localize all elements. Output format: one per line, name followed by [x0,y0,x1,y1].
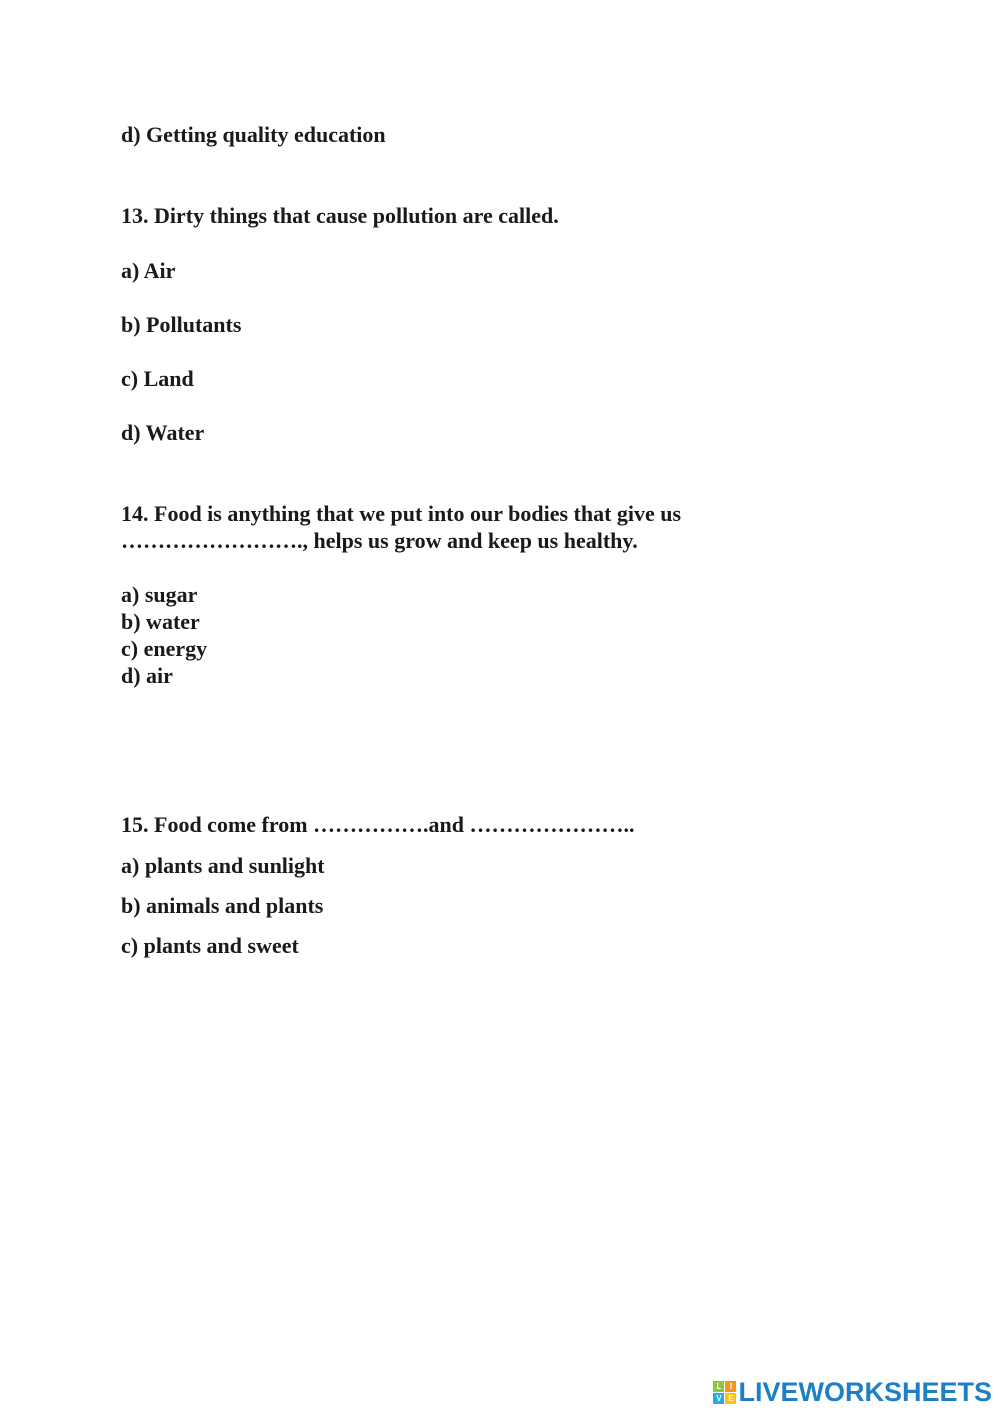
logo-mark-l: L [713,1381,724,1392]
logo-mark-v: V [713,1393,724,1404]
question-13: 13. Dirty things that cause pollution are called. [121,203,559,228]
q15-option-a: a) plants and sunlight [121,853,325,878]
q15-option-c: c) plants and sweet [121,933,299,958]
q13-option-b: b) Pollutants [121,312,242,337]
q15-option-b: b) animals and plants [121,893,324,918]
question-15: 15. Food come from …………….and ………………….. [121,812,635,837]
q14-option-b: b) water [121,609,200,634]
q14-option-a: a) sugar [121,582,198,607]
q14-option-d: d) air [121,663,173,688]
q13-option-c: c) Land [121,366,194,391]
logo-mark-i: I [725,1381,736,1392]
q13-option-d: d) Water [121,420,205,445]
liveworksheets-mark-icon [713,1381,736,1404]
question-14-line-2: ……………………., helps us grow and keep us healthy. [121,528,638,553]
logo-text: LIVEWORKSHEETS [738,1376,992,1407]
question-14-line-1: 14. Food is anything that we put into our bodies that give us [121,501,682,526]
logo-mark-e: E [725,1393,736,1404]
liveworksheets-logo[interactable] [713,1377,992,1407]
q12-option-d: d) Getting quality education [121,122,386,147]
q13-option-a: a) Air [121,258,176,283]
q14-option-c: c) energy [121,636,208,661]
